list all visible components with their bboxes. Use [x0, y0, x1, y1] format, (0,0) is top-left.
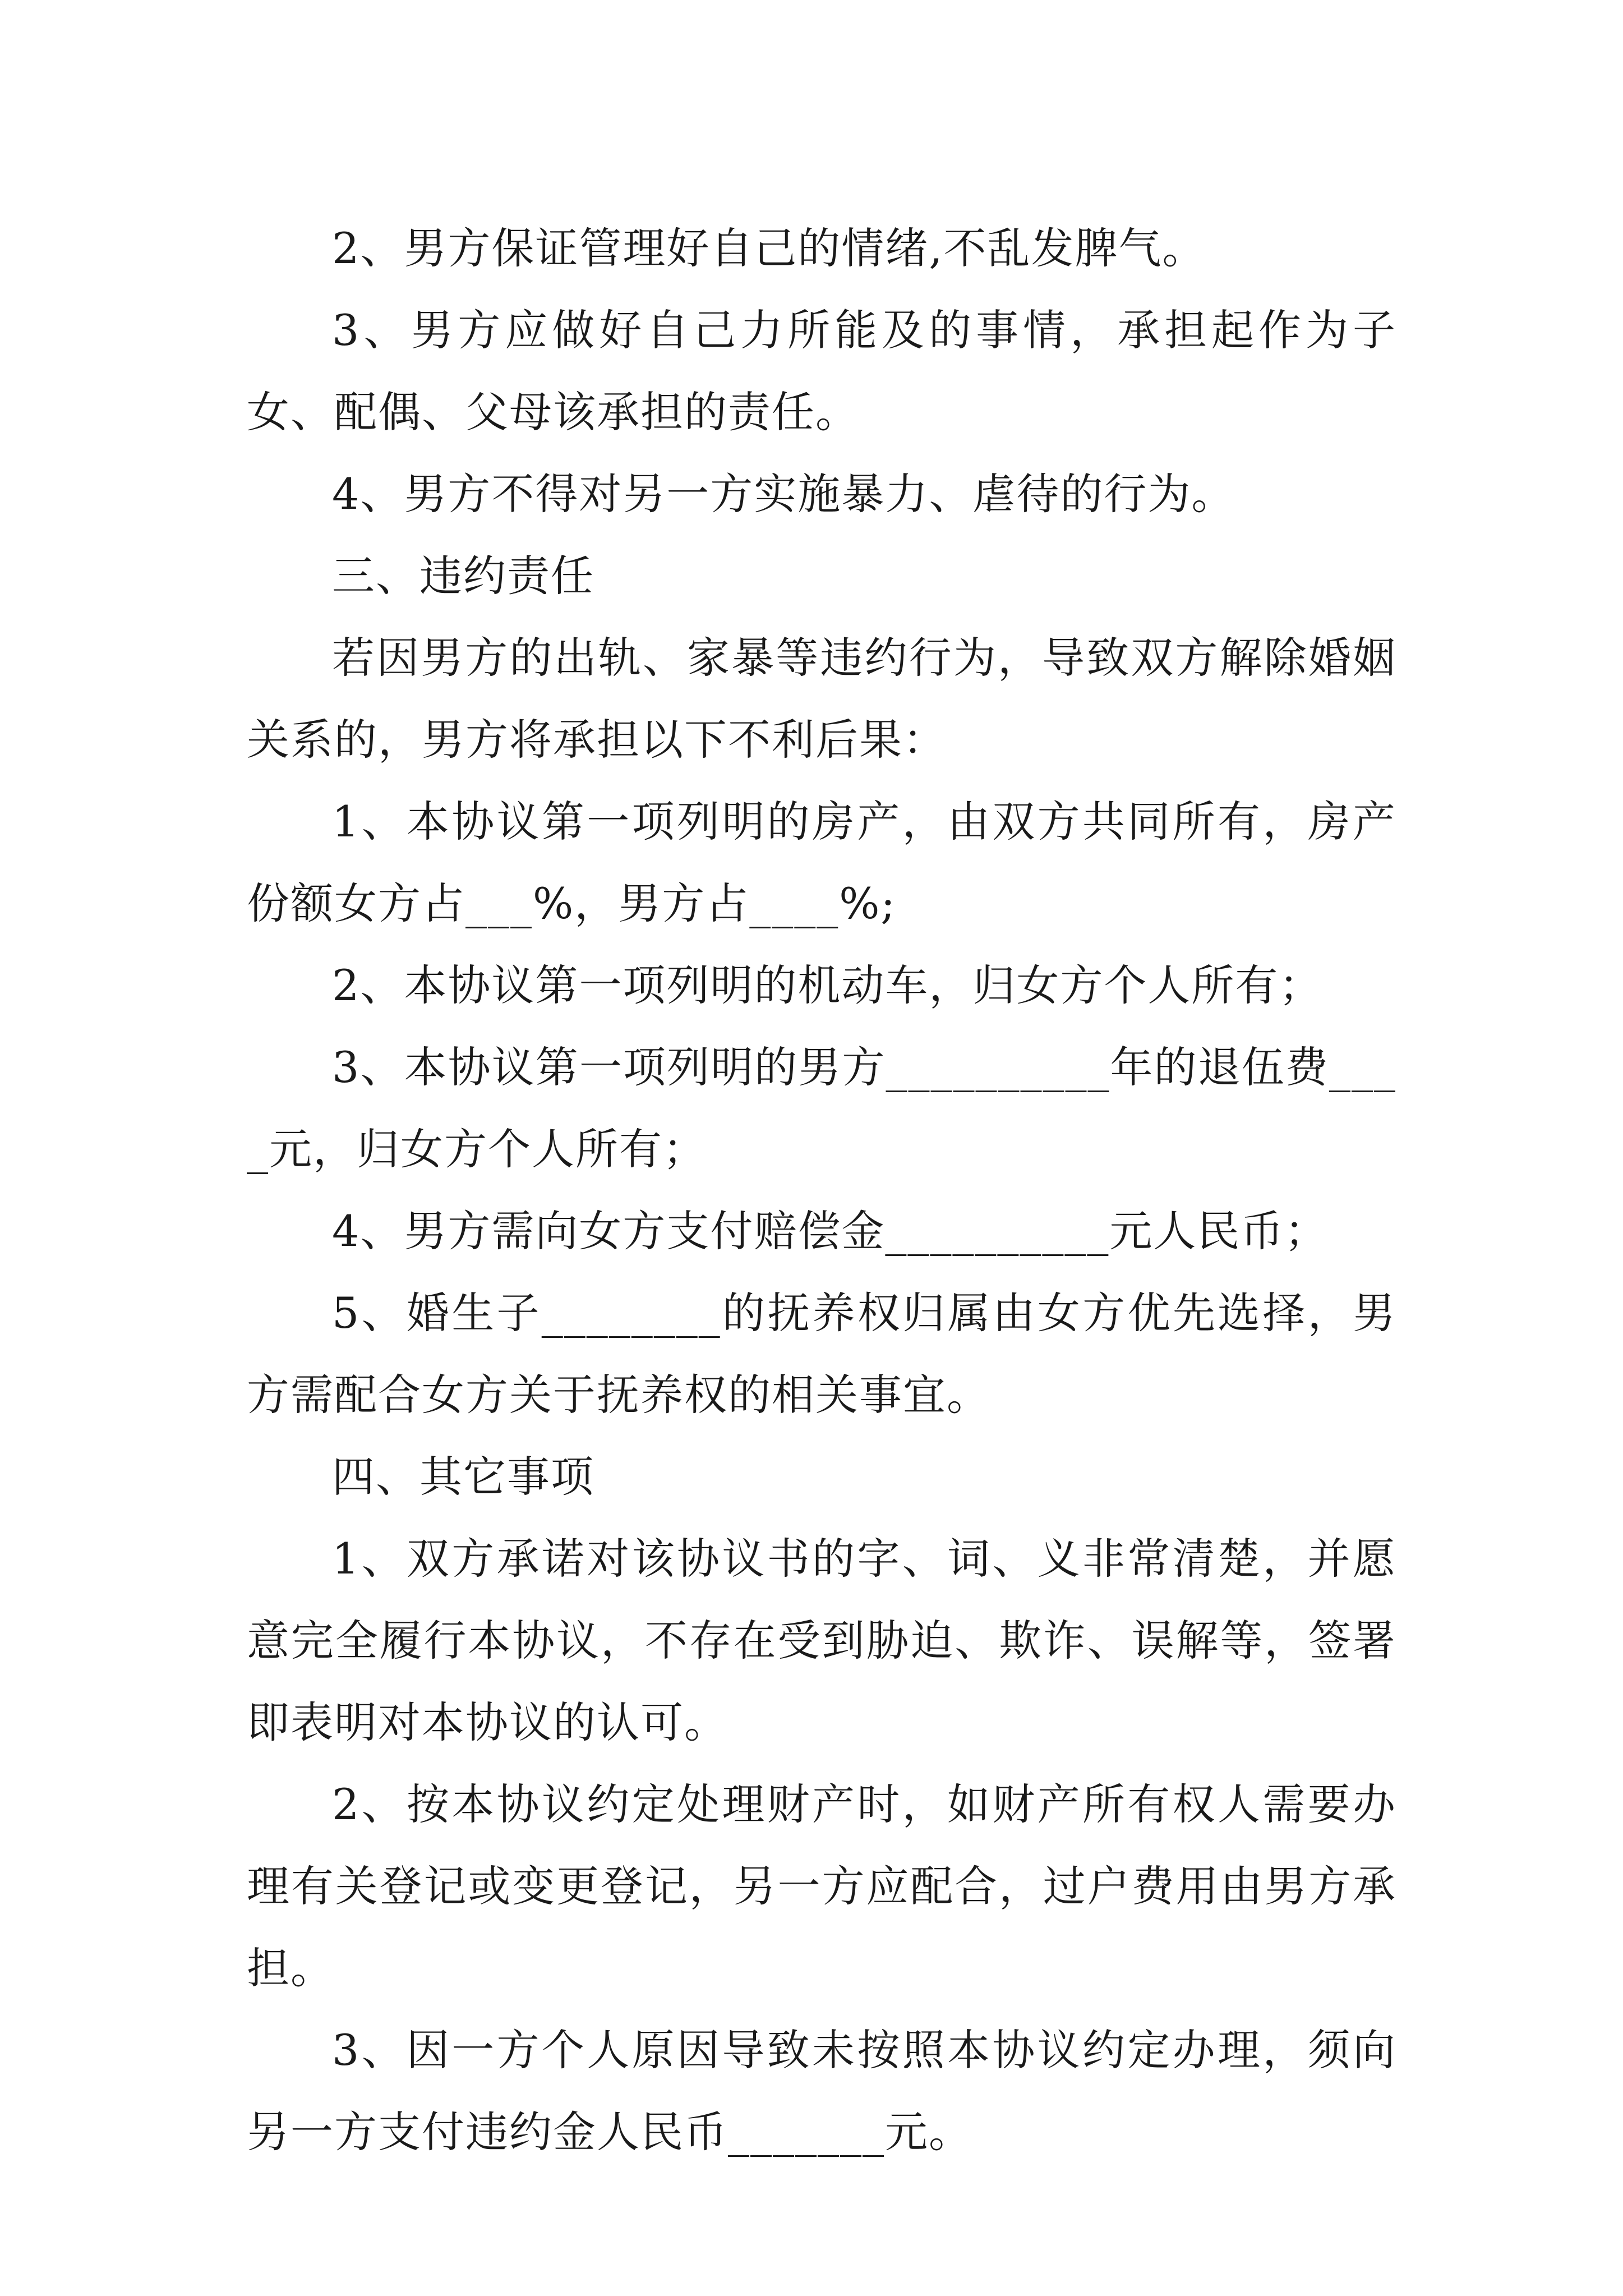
clause-4-no-violence: 4、男方不得对另一方实施暴力、虐待的行为。: [332, 469, 1235, 519]
other-item-2: 2、按本协议约定处理财产时，如财产所有权人需要办理有关登记或变更登记，另一方应配合，过户费用由男方承担。: [247, 1779, 1396, 1993]
breach-intro: 若因男方的出轨、家暴等违约行为，导致双方解除婚姻关系的，男方将承担以下不利后果：: [247, 633, 1396, 765]
breach-item-2-vehicle: 2、本协议第一项列明的机动车，归女方个人所有；: [332, 960, 1323, 1010]
breach-item-3-retirement-fee: 3、本协议第一项列明的男方__________年的退伍费____元，归女方个人所有；: [247, 1042, 1396, 1174]
document-body: [247, 208, 1396, 2173]
other-item-3: 3、因一方个人原因导致未按照本协议约定办理，须向另一方支付违约金人民币_______元。: [247, 2025, 1396, 2157]
breach-item-1-property: 1、本协议第一项列明的房产，由双方共同所有，房产份额女方占___%，男方占____%;: [247, 797, 1396, 928]
breach-item-4-compensation: 4、男方需向女方支付赔偿金__________元人民币；: [332, 1206, 1329, 1256]
clause-3-responsibility: 3、男方应做好自己力所能及的事情，承担起作为子女、配偶、父母该承担的责任。: [247, 305, 1396, 437]
clause-2-emotion: 2、男方保证管理好自己的情绪,不乱发脾气。: [332, 223, 1206, 273]
section-heading-breach: 三、违约责任: [332, 551, 594, 601]
other-item-1: 1、双方承诺对该协议书的字、词、义非常清楚，并愿意完全履行本协议，不存在受到胁迫、欺诈、误解等，签署即表明对本协议的认可。: [247, 1534, 1396, 1747]
section-heading-other: 四、其它事项: [332, 1452, 594, 1502]
breach-item-5-custody: 5、婚生子________的抚养权归属由女方优先选择，男方需配合女方关于抚养权的相关事宜。: [247, 1288, 1396, 1420]
